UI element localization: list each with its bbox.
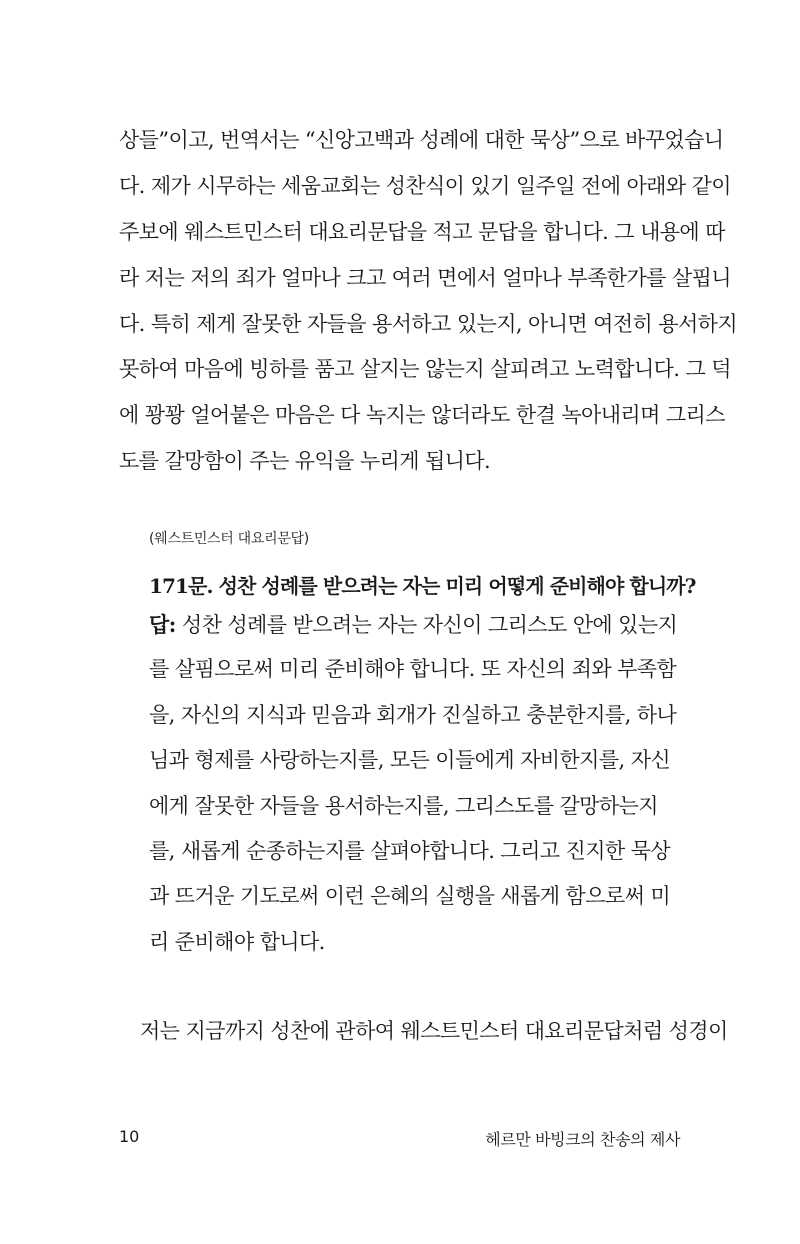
paragraph-line: 주보에 웨스트민스터 대요리문답을 적고 문답을 합니다. 그 내용에 따 xyxy=(119,220,725,244)
page-number: 10 xyxy=(119,1127,140,1146)
paragraph-line: 못하여 마음에 빙하를 품고 살지는 않는지 살피려고 노력합니다. 그 덕 xyxy=(119,357,731,381)
answer-line: 을, 자신의 지식과 믿음과 회개가 진실하고 충분한지를, 하나 xyxy=(149,703,677,727)
answer-line: 리 준비해야 합니다. xyxy=(149,930,325,954)
catechism-question: 171문. 성찬 성례를 받으려는 자는 미리 어떻게 준비해야 합니까? xyxy=(149,574,696,598)
answer-line-text: 성찬 성례를 받으려는 자는 자신이 그리스도 안에 있는지 xyxy=(175,613,678,637)
answer-prefix: 답: xyxy=(149,612,176,637)
paragraph-line: 라 저는 저의 죄가 얼마나 크고 여러 면에서 얼마나 부족한가를 살핍니 xyxy=(119,266,731,290)
paragraph-line: 다. 특히 제게 잘못한 자들을 용서하고 있는지, 아니면 여전히 용서하지 xyxy=(119,312,738,336)
answer-line: 에게 잘못한 자들을 용서하는지를, 그리스도를 갈망하는지 xyxy=(149,794,658,818)
paragraph-line: 도를 갈망함이 주는 유익을 누리게 됩니다. xyxy=(119,449,491,473)
paragraph-line: 에 꽝꽝 얼어붙은 마음은 다 녹지는 않더라도 한결 녹아내리며 그리스 xyxy=(119,403,725,427)
running-footer-title: 헤르만 바빙크의 찬송의 제사 xyxy=(485,1130,680,1149)
answer-line: 과 뜨거운 기도로써 이런 은혜의 실행을 새롭게 함으로써 미 xyxy=(149,884,671,908)
paragraph-line: 다. 제가 시무하는 세움교회는 성찬식이 있기 일주일 전에 아래와 같이 xyxy=(119,174,731,198)
paragraph-line: 저는 지금까지 성찬에 관하여 웨스트민스터 대요리문답처럼 성경이 xyxy=(140,1019,728,1043)
answer-line xyxy=(149,612,678,637)
answer-line: 를, 새롭게 순종하는지를 살펴야합니다. 그리고 진지한 묵상 xyxy=(149,839,671,863)
paragraph-line: 상들”이고, 번역서는 “신앙고백과 성례에 대한 묵상”으로 바꾸었습니 xyxy=(119,128,724,152)
answer-line: 를 살핌으로써 미리 준비해야 합니다. 또 자신의 죄와 부족함 xyxy=(149,657,677,681)
quote-source-label: (웨스트민스터 대요리문답) xyxy=(149,531,309,547)
answer-line: 님과 형제를 사랑하는지를, 모든 이들에게 자비한지를, 자신 xyxy=(149,748,671,772)
